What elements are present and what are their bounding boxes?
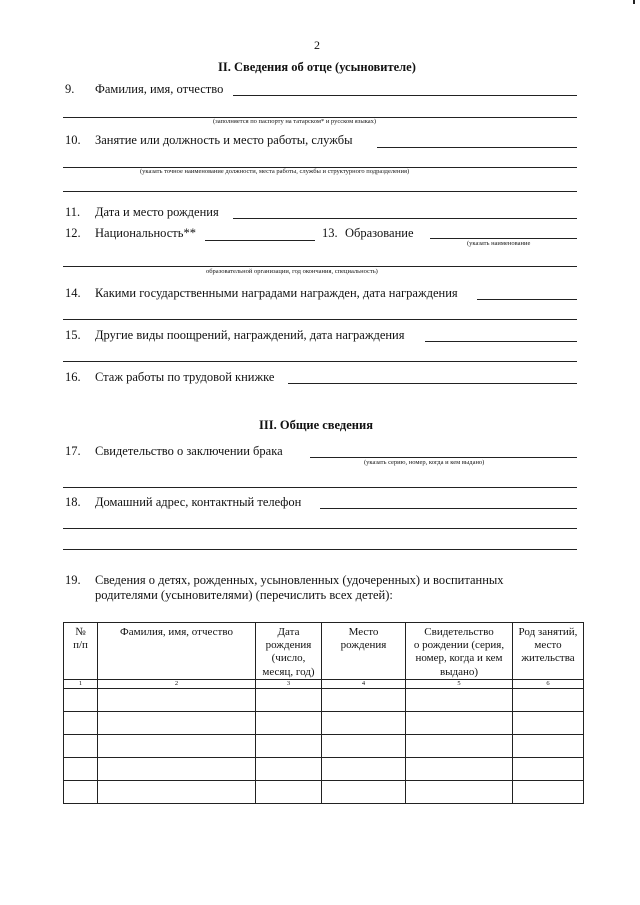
table-cell[interactable] [98,688,256,711]
header-cell-occupation-residence [513,623,584,680]
item15-label: Другие виды поощрений, награждений, дата награждения [95,328,405,342]
table-cell[interactable] [513,780,584,803]
table-cell[interactable] [322,711,406,734]
table-cell[interactable] [64,688,98,711]
table-cell[interactable] [406,711,513,734]
table-row [64,688,584,711]
item14-field[interactable] [477,299,577,300]
table-cell[interactable] [322,734,406,757]
header-line: № [75,626,86,638]
item10-field[interactable] [377,147,577,148]
table-cell[interactable] [322,780,406,803]
header-cell-birth-place [322,623,406,680]
item13-number: 13. [322,226,338,240]
item18-field-2[interactable] [63,528,577,529]
table-row [64,757,584,780]
item18-number: 18. [65,495,81,509]
header-line: Фамилия, имя, отчество [120,626,233,638]
header-line: выдано) [439,665,479,678]
table-cell[interactable] [406,757,513,780]
section-general-title: III. Общие сведения [259,418,373,432]
page-number: 2 [314,38,320,52]
item13-field-2[interactable] [63,266,577,267]
item15-field[interactable] [425,341,577,342]
table-index-row [64,679,584,688]
header-line: жительства [521,652,575,665]
table-cell[interactable] [256,757,322,780]
index-cell: 5 [406,679,513,688]
table-cell[interactable] [513,688,584,711]
header-line: место [534,639,562,652]
header-line: о рождении (серия, [413,639,505,652]
table-cell[interactable] [322,757,406,780]
table-cell[interactable] [406,688,513,711]
item16-number: 16. [65,370,81,384]
index-cell: 4 [322,679,406,688]
item13-field[interactable] [430,238,577,239]
item13-hint-a: (указать наименование [467,240,531,247]
header-cell-full-name [98,623,256,680]
item13-hint-b: образовательной организации, год окончания, специальность) [206,268,378,275]
item16-field[interactable] [288,383,577,384]
item12-label: Национальность** [95,226,196,240]
item11-field[interactable] [233,218,577,219]
header-line: Свидетельство [424,626,494,638]
table-cell[interactable] [406,734,513,757]
header-line: рождения [340,639,387,652]
table-cell[interactable] [64,757,98,780]
item14-number: 14. [65,286,81,300]
table-cell[interactable] [256,688,322,711]
item9-field[interactable] [233,95,577,96]
header-line: п/п [73,639,88,652]
corner-mark [633,0,635,4]
table-cell[interactable] [322,688,406,711]
item12-number: 12. [65,226,81,240]
index-cell: 1 [64,679,98,688]
table-cell[interactable] [98,757,256,780]
item17-hint: (указать серию, номер, когда и кем выдано) [364,459,485,466]
item11-label: Дата и место рождения [95,205,219,219]
table-header-row [64,623,584,680]
table-cell[interactable] [406,780,513,803]
item10-label: Занятие или должность и место работы, службы [95,133,353,147]
header-line: Род занятий, [518,626,578,638]
table-cell[interactable] [64,780,98,803]
item17-number: 17. [65,444,81,458]
item9-hint: (заполняется по паспорту на татарском* и русском языках) [213,118,377,125]
item9-label: Фамилия, имя, отчество [95,82,224,96]
index-cell: 2 [98,679,256,688]
header-cell-birth-certificate [406,623,513,680]
item14-label: Какими государственными наградами награжден, дата награждения [95,286,458,300]
header-line: (число, [271,652,306,665]
index-cell: 6 [513,679,584,688]
table-cell[interactable] [98,734,256,757]
table-cell[interactable] [64,711,98,734]
item10-field-3[interactable] [63,191,577,192]
item18-label: Домашний адрес, контактный телефон [95,495,302,509]
table-cell[interactable] [513,734,584,757]
header-line: Место [348,626,379,638]
section-father-title: II. Сведения об отце (усыновителе) [218,60,416,74]
table-row [64,780,584,803]
item17-field[interactable] [310,457,577,458]
header-cell-number [64,623,98,680]
table-cell[interactable] [98,780,256,803]
table-row [64,734,584,757]
header-line: номер, когда и кем [415,652,503,665]
item10-hint: (указать точное наименование должности, места работы, службы и структурного подразделения) [140,168,410,175]
header-line: Дата [277,626,300,638]
header-line: рождения [265,639,312,652]
item10-number: 10. [65,133,81,147]
item18-field-3[interactable] [63,549,577,550]
table-cell[interactable] [513,711,584,734]
item11-number: 11. [65,205,81,219]
item17-field-2[interactable] [63,487,577,488]
item19-number: 19. [65,573,81,587]
children-table [63,622,584,804]
item13-label: Образование [345,226,414,240]
table-row [64,711,584,734]
table-cell[interactable] [256,734,322,757]
table-cell[interactable] [256,780,322,803]
item15-number: 15. [65,328,81,342]
item15-field-2[interactable] [63,361,577,362]
item17-label: Свидетельство о заключении брака [95,444,283,458]
header-cell-birth-date [256,623,322,680]
item19-label-line1: Сведения о детях, рожденных, усыновленных (удочеренных) и воспитанных [95,573,504,587]
item16-label: Стаж работы по трудовой книжке [95,370,275,384]
header-line: месяц, год) [262,665,315,678]
item12-field[interactable] [205,240,315,241]
item9-number: 9. [65,82,75,96]
item18-field[interactable] [320,508,577,509]
item19-label-line2: родителями (усыновителями) (перечислить всех детей): [95,588,393,602]
index-cell: 3 [256,679,322,688]
table-cell[interactable] [64,734,98,757]
item14-field-2[interactable] [63,319,577,320]
table-cell[interactable] [98,711,256,734]
table-cell[interactable] [256,711,322,734]
table-cell[interactable] [513,757,584,780]
